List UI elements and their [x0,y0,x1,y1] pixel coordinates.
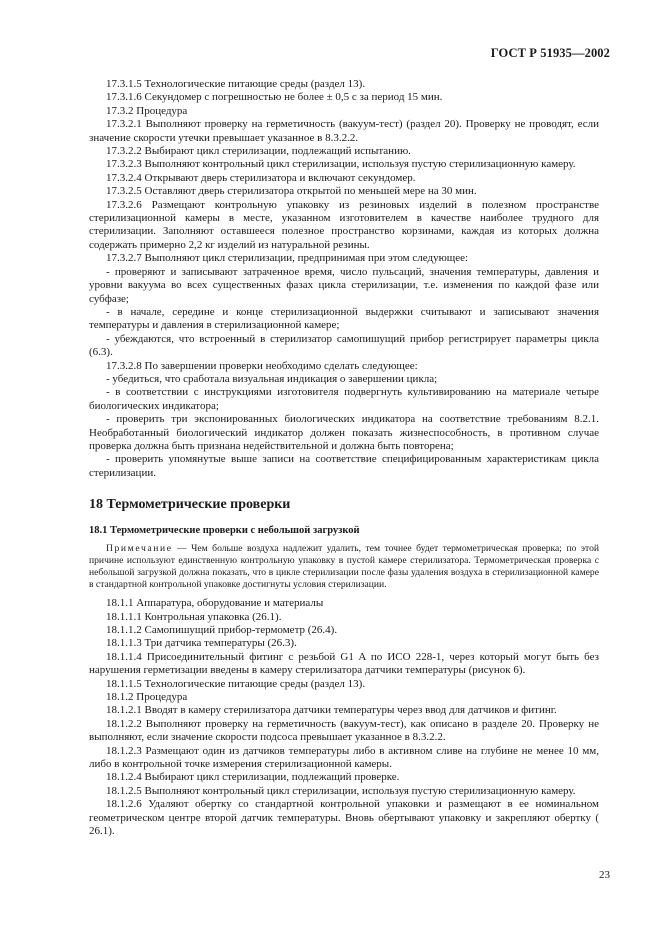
paragraph: 18.1.2.3 Размещают один из датчиков температуры либо в активном сливе на глубине не менее 10 мм, либо в контрольной точке измерения стерилизационной камеры. [89,744,599,771]
paragraph: 18.1.1.3 Три датчика температуры (26.3). [106,637,297,650]
section-heading: 18 Термометрические проверки [89,497,291,513]
list-item: - проверяют и записывают затраченное время, число пульсаций, значения температуры, давления и уровни вакуума во всех существенных фазах цикла стерилизации, т.е. изменения по каждой фазе или субфазе; [89,265,599,305]
paragraph: 17.3.2.5 Оставляют дверь стерилизатора открытой по меньшей мере на 30 мин. [106,185,477,198]
paragraph: 17.3.2.6 Размещают контрольную упаковку из резиновых изделий в полезном пространстве стерилизационной камеры в месте, указанном изготовителем в качестве наиболее трудного для стерилизации. Заполняют оставшееся полезное пространство корзинами, каждая из которых должна содержать примерно 2,2 кг изделий из натуральной резины. [89,198,599,251]
paragraph: 17.3.2.4 Открывают дверь стерилизатора и включают секундомер. [106,171,416,184]
paragraph: 17.3.2 Процедура [106,104,188,117]
paragraph: 18.1.1.2 Самопишущий прибор-термометр (26.4). [106,624,338,636]
note-text: — Чем больше воздуха надлежит удалить, тем точнее будет термометрическая проверка; по этой причине используют единственную контрольную упаковку в пустой камере стерилизатора. Термометрическая проверка с небольшой загрузкой должна показать, что в цикле стерилизации после фазы удаления воздуха в стерилизационной камере в стандартной контрольной упаковке достигнуты условия стерилизации. [89,543,599,591]
paragraph: 18.1.2 Процедура [106,691,188,704]
list-item: - в соответствии с инструкциями изготовителя подвергнуть культивированию на материале четыре биологических индикатора; [89,386,599,412]
list-item: - в начале, середине и конце стерилизационной выдержки считывают и записывают значения температуры и давления в стерилизационной камере; [89,305,599,332]
paragraph: 18.1.2.2 Выполняют проверку на герметичность (вакуум-тест), как описано в разделе 20. Проверку не выполняют, если значение скорости подсоса превышает указанное в 8.3.2.2. [89,717,599,744]
paragraph: 17.3.1.5 Технологические питающие среды (раздел 13). [106,78,366,90]
paragraph: 18.1.2.4 Выбирают цикл стерилизации, подлежащий проверке. [106,771,400,784]
paragraph: 18.1.2.1 Вводят в камеру стерилизатора датчики температуры через ввод для датчиков и фитинг. [106,704,557,717]
paragraph: 17.3.1.6 Секундомер с погрешностью не более ± 0,5 с за период 15 мин. [106,91,443,104]
paragraph: 17.3.2.7 Выполняют цикл стерилизации, предпринимая при этом следующее: [106,252,469,265]
paragraph: 17.3.2.8 По завершении проверки необходимо сделать следующее: [106,359,418,372]
subsection-heading: 18.1 Термометрические проверки с небольшой загрузкой [89,525,360,537]
list-item: - проверить упомянутые выше записи на соответствие специфицированным характеристикам цикла стерилизации. [89,453,599,479]
list-item: - убеждаются, что встроенный в стерилизатор самопишущий прибор регистрирует параметры цикла (6.3). [89,332,599,359]
list-item: - убедиться, что сработала визуальная индикация о завершении цикла; [106,372,438,385]
paragraph: 18.1.1.1 Контрольная упаковка (26.1). [106,610,282,623]
note-label: Примечание [106,543,173,555]
paragraph: 17.3.2.3 Выполняют контрольный цикл стерилизации, используя пустую стерилизационную камеру. [106,158,576,171]
paragraph: 18.1.2.5 Выполняют контрольный цикл стерилизации, используя пустую стерилизационную камеру. [106,784,576,797]
note [89,543,599,591]
paragraph: 17.3.2.1 Выполняют проверку на герметичность (вакуум-тест) (раздел 20). Проверку не проводят, если значение скорости утечки превышает указанное в 8.3.2.2. [89,118,599,144]
page-number: 23 [599,869,610,881]
paragraph: 18.1.1.4 Присоединительный фитинг с резьбой G1 A по ИСО 228-1, через который могут быть без нарушения герметизации введены в камеру стерилизатора датчики температуры (рисунок 6). [89,650,599,677]
paragraph: 18.1.1.5 Технологические питающие среды (раздел 13). [106,677,366,690]
list-item: - проверить три экспонированных биологических индикатора на соответствие требованиям 8.2.1. Необработанный биологический индикатор должен показать жизнеспособность, в противном случае проверка должна быть признана недействительной и должна быть повторена; [89,413,599,452]
paragraph: 18.1.2.6 Удаляют обертку со стандартной контрольной упаковки и размещают в ее номинальном геометрическом центре второй датчик температуры. Вновь обертывают упаковку и закрепляют обертку ( 26.1). [89,798,599,838]
document-header: ГОСТ Р 51935—2002 [490,46,610,60]
page-content [89,78,599,839]
paragraph: 18.1.1 Аппаратура, оборудование и материалы [106,597,324,610]
paragraph: 17.3.2.2 Выбирают цикл стерилизации, подлежащий испытанию. [106,145,411,158]
